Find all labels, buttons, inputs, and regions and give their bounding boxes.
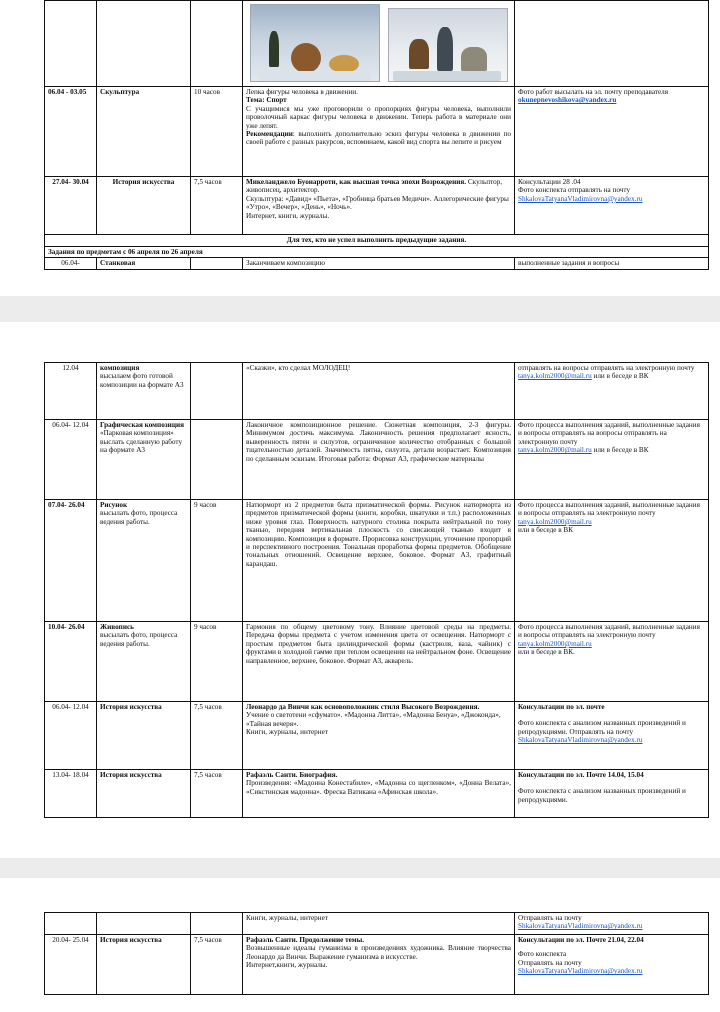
task-cell: Гармония по общему цветовому тону. Влияние цветовой среды на предметы. Передача формы предмета с учетом изменения цвета от освещения. Натюрморт с простым предметом быта цилиндрической формы (кастрюля, ваза, чайник) с фруктами в холодной гамме при теплом освещении на нейтральном фоне. Освещение направленное, верхнее, боковое. Формат А3, акварель.: [243, 622, 515, 702]
table-row-composition: [45, 363, 709, 420]
contact-text-2: Отправлять на почту: [518, 958, 582, 967]
blank-cell: [191, 1, 243, 87]
consult-text: Консультации по эл. почте: [518, 703, 605, 711]
schedule-table-2: [44, 362, 709, 818]
task-cell: [243, 177, 515, 235]
subject-desc: высылать фото, процесса ведения работы.: [100, 631, 178, 648]
task-text: Произведения: «Мадонна Конестабиле», «Мадонна со щегленком», «Донна Велата», «Сикстинская мадонна». Фреска Ватикана «Афинская школа».: [246, 779, 511, 796]
subject-label: Живопись: [100, 623, 134, 631]
contact-tail: или в беседе в ВК: [591, 446, 649, 455]
task-cell: [243, 770, 515, 818]
contact-text: Фото работ высылать на эл. почту преподавателя: [518, 88, 669, 96]
table-row-painting: [45, 622, 709, 702]
task-title-rest: Скульптор, живописец, архитектор.: [246, 178, 503, 195]
task-text: Возвышенные идеалы гуманизма в произведениях художника. Влияние творчества Леонардо да Винчи. Выражение гуманизма в искусстве.: [246, 944, 511, 961]
hours-cell: 9 часов: [191, 500, 243, 622]
contact-cell: [515, 622, 709, 702]
contact-text: Фото процесса выполнения заданий, выполненные задания и вопросы отправлять на вопросы отправлять на электронную почту: [518, 421, 700, 446]
contact-text: отправлять на вопросы отправлять на электронную почту: [518, 364, 695, 372]
task-theme: Тема: Спорт: [246, 96, 287, 105]
task-intro: Лепка фигуры человека в движении.: [246, 88, 358, 96]
task-text: С учащимися мы уже проговорили о пропорциях фигуры человека, выполнили проволочный каркас фигуры человека в движении. Теперь работа в материале они уже лепят.: [246, 104, 511, 130]
contact-text: Фото конспекта с анализом названных произведений и репродукциями. Отправлять на почту: [518, 719, 686, 736]
contact-tail: или в беседе в ВК.: [518, 648, 575, 657]
email-link[interactable]: tanya.kolm2000@mail.ru: [518, 639, 592, 648]
consult-text: Консультации по эл. Почте 14.04, 15.04: [518, 771, 644, 779]
blank-cell: [191, 913, 243, 935]
hours-cell: 7,5 часов: [191, 177, 243, 235]
subject-cell: История искусства: [97, 177, 191, 235]
email-link[interactable]: ShkalovaTatyanaVladimirovna@yandex.ru: [518, 194, 643, 203]
subject-desc: высылать фото, процесса ведения работы.: [100, 509, 178, 526]
task-title: Рафаэль Санти. Продолжение темы.: [246, 936, 365, 944]
subject-cell: История искусства: [97, 702, 191, 770]
task-sources: Интернет,книги, журналы.: [246, 961, 328, 970]
table-row-cut: [45, 258, 709, 269]
contact-cell: [515, 420, 709, 500]
date-cell: 10.04- 26.04: [45, 622, 97, 702]
contact-cell: [515, 363, 709, 420]
subject-cell: История искусства: [97, 770, 191, 818]
subject-label: Графическая композиция: [100, 421, 184, 429]
task-cell: Натюрморт из 2 предметов быта призматической формы. Рисунок натюрморта из предметов призматической формы (книги, коробки, шкатулки и т.п.) расположенных ниже уровня глаз. Поверхность натурного столика покрыта нейтральной по тону тканью, передняя вертикальная плоскость со свисающей тканью входит в композицию. Композиция в формате. Прорисовка конструкции, уточнение пропорций и перспективного построения. Тональная проработка формы предметов. Обобщение тональных отношений. Освещение верхнее, боковое. Формат А3, графитный карандаш.: [243, 500, 515, 622]
date-cell: 06.04-: [45, 258, 97, 269]
section-heading: Задания по предметам с 06 апреля по 26 апреля: [45, 247, 709, 258]
email-link[interactable]: ShkalovaTatyanaVladimirovna@yandex.ru: [518, 922, 643, 931]
date-cell: 20.04- 25.04: [45, 935, 97, 995]
hours-cell: [191, 420, 243, 500]
hours-cell: [191, 258, 243, 269]
date-cell: 27.04- 30.04: [45, 177, 97, 235]
task-cell: «Сказки», кто сделал МОЛОДЕЦ!: [243, 363, 515, 420]
hours-cell: [191, 363, 243, 420]
recommendation-label: Рекомендации: [246, 130, 293, 139]
subject-desc: высылаем фото готовой композиции на формате А3: [100, 372, 184, 389]
document-page-2: [0, 322, 720, 858]
contact-cell: [515, 935, 709, 995]
hours-cell: 7,5 часов: [191, 702, 243, 770]
document-page-1: [0, 0, 720, 296]
blank-cell: [97, 1, 191, 87]
blank-cell: [45, 1, 97, 87]
blank-cell: [97, 913, 191, 935]
subject-cell: История искусства: [97, 935, 191, 995]
table-row-history-raphael-2: [45, 935, 709, 995]
subject-desc: «Парковая композиция» выслать сделанную работу на формате А3: [100, 429, 183, 455]
contact-cell: [515, 87, 709, 177]
blank-cell: [515, 1, 709, 87]
task-cell: [243, 87, 515, 177]
task-title: Леонардо да Винчи как основоположник стиля Высокого Возрождения.: [246, 703, 480, 711]
contact-cell: [515, 500, 709, 622]
table-row-history: [45, 177, 709, 235]
contact-cell: [515, 177, 709, 235]
table-row-history-leonardo: [45, 702, 709, 770]
table-row-history-raphael: [45, 770, 709, 818]
email-link[interactable]: ShkalovaTatyanaVladimirovna@yandex.ru: [518, 736, 643, 745]
contact-tail: или в беседе в ВК: [518, 526, 573, 535]
schedule-table-1: [44, 0, 709, 270]
contact-text: Отправлять на почту: [518, 914, 582, 922]
contact-text: Фото процесса выполнения заданий, выполненные задания и вопросы отправлять на электронную почту: [518, 501, 700, 518]
email-link[interactable]: tanya.kolm2000@mail.ru: [518, 517, 592, 526]
task-title: Микеланджело Буонарроти, как высшая точка эпохи Возрождения.: [246, 178, 467, 186]
table-row-continuation: [45, 913, 709, 935]
date-cell: 06.04- 12.04: [45, 702, 97, 770]
contact-text: Фото процесса выполнения заданий, выполненные задания и вопросы отправлять на электронную почту: [518, 623, 700, 640]
still-life-photo-2: [388, 8, 508, 82]
schedule-table-3: [44, 912, 709, 995]
subject-cell: [97, 363, 191, 420]
task-sources: Интернет, книги, журналы.: [246, 211, 330, 220]
document-page-3: [0, 878, 720, 1012]
recommendation-text: : выполнить дополнительно эскиз фигуры человека в движении по своей работе с разных ракурсов, вспоминаем, какой вид спорта вы лепите и рисуем: [246, 130, 511, 147]
contact-tail: или в беседе в ВК: [591, 372, 649, 381]
hours-cell: 10 часов: [191, 87, 243, 177]
contact-text: Фото конспекта с анализом названных произведений и репродукциями.: [518, 787, 686, 804]
task-cell: Лаконичное композиционное решение. Сюжетная композиция, 2-3 фигуры. Минимумом достичь максимума. Лаконичность решения предполагает ясность, выверенность пятен и силуэтов, ограниченное количество отобранных с большой тщательностью деталей. Значимость пятна, силуэта, детали возрастает. Композиция по сделанным эскизам. Итоговая работа: Формат А3, графические материалы: [243, 420, 515, 500]
date-cell: 06.04- 12.04: [45, 420, 97, 500]
email-link[interactable]: okunepnevoshikova@yandex.ru: [518, 96, 617, 105]
email-link[interactable]: tanya.kolm2000@mail.ru: [518, 446, 592, 455]
blank-cell: [45, 913, 97, 935]
subject-cell: Станковая: [97, 258, 191, 269]
table-row-graphic-composition: [45, 420, 709, 500]
hours-cell: 7,5 часов: [191, 935, 243, 995]
date-cell: 06.04 - 03.05: [45, 87, 97, 177]
task-works: Скульптура: «Давид» «Пьета», «Гробница братьев Медичи». Аллегорические фигуры «Утро», «Вечер», «День», «Ночь».: [246, 194, 509, 212]
table-row-sculpture: [45, 87, 709, 177]
contact-text: Фото конспекта: [518, 950, 567, 959]
subject-cell: Скульптура: [97, 87, 191, 177]
contact-cell: [515, 770, 709, 818]
consult-text: Консультации по эл. Почте 21.04, 22.04: [518, 936, 644, 944]
subject-label: Рисунок: [100, 501, 128, 509]
task-sources: Книги, журналы, интернет: [246, 728, 328, 737]
task-text: Учение о светотени «сфумато». «Мадонна Литта», «Мадонна Бенуа», «Джоконда», «Тайная вечеря».: [246, 711, 501, 728]
date-cell: 12.04: [45, 363, 97, 420]
email-link[interactable]: tanya.kolm2000@mail.ru: [518, 372, 592, 381]
still-life-images-cell: [243, 1, 515, 87]
subject-cell: [97, 500, 191, 622]
still-life-photo-1: [250, 4, 380, 82]
hours-cell: 9 часов: [191, 622, 243, 702]
consult-text: Консультации 28 .04: [518, 178, 581, 186]
task-cell: Книги, журналы, интернет: [243, 913, 515, 935]
email-link[interactable]: ShkalovaTatyanaVladimirovna@yandex.ru: [518, 967, 643, 976]
task-cell: Заканчиваем композицию: [243, 258, 515, 269]
date-cell: 07.04- 26.04: [45, 500, 97, 622]
subject-cell: [97, 622, 191, 702]
subject-cell: [97, 420, 191, 500]
subject-label: композиция: [100, 364, 140, 372]
contact-cell: [515, 702, 709, 770]
date-cell: 13.04- 18.04: [45, 770, 97, 818]
hours-cell: 7,5 часов: [191, 770, 243, 818]
contact-cell: [515, 913, 709, 935]
task-cell: [243, 702, 515, 770]
table-row-drawing: [45, 500, 709, 622]
contact-cell: выполненные задания и вопросы: [515, 258, 709, 269]
task-title: Рафаэль Санти. Биография.: [246, 771, 338, 779]
contact-text: Фото конспекта отправлять на почту: [518, 186, 631, 195]
task-cell: [243, 935, 515, 995]
notice-row: Для тех, кто не успел выполнить предыдущие задания.: [45, 235, 709, 247]
